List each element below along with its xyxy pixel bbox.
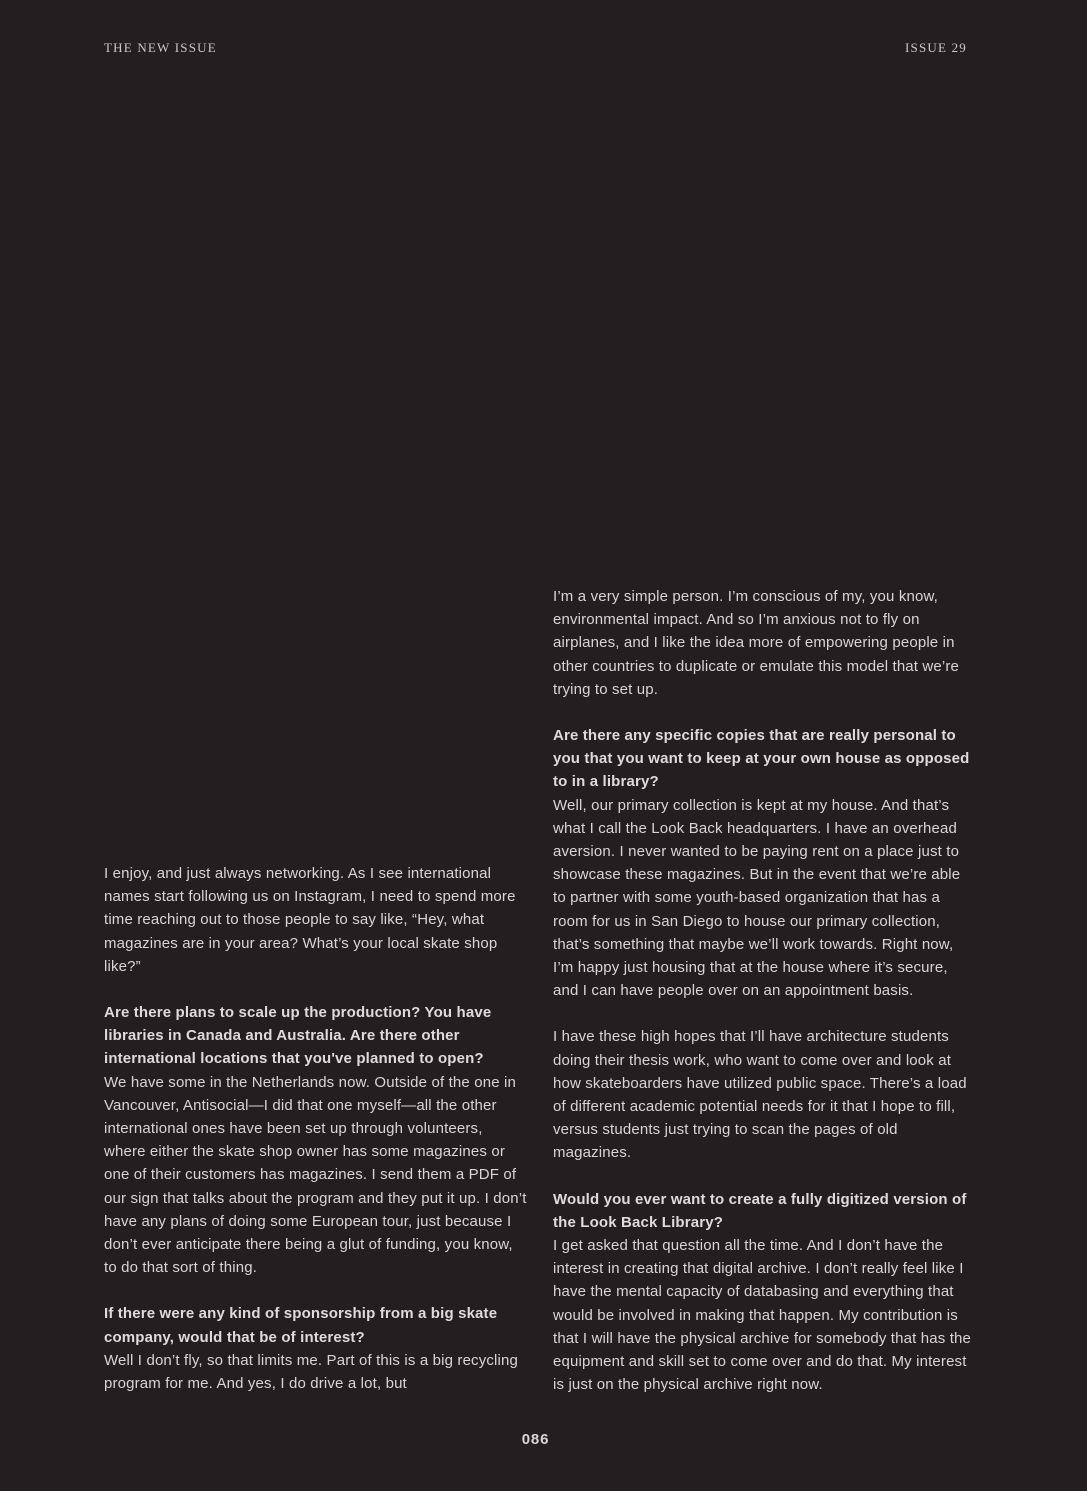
interview-answer: I get asked that question all the time. And I don’t have the interest in creating that digital archive. I don’t really feel like I have the mental capacity of databasing and everything that would be involved in making that happen. My contribution is that I will have the physical archive for somebody that has the equipment and skill set to come over and do that. My interest is just on the physical archive right now. — [553, 1237, 972, 1394]
interview-question: Are there plans to scale up the production? You have libraries in Canada and Australia. Are there other international locations that you've planned to open? — [104, 1004, 492, 1068]
interview-answer: We have some in the Netherlands now. Outside of the one in Vancouver, Antisocial—I did that one myself—all the other international ones have been set up through volunteers, where either the skate shop owner has some magazines or one of their customers has magazines. I send them a PDF of our sign that talks about the program and they put it up. I don’t have any plans of doing some European tour, just because I don’t ever anticipate there being a glut of funding, you know, to do that sort of thing. — [104, 1073, 527, 1277]
left-text-column — [104, 862, 528, 1418]
interview-question: If there were any kind of sponsorship from a big skate company, would that be of interest? — [104, 1305, 498, 1346]
interview-answer: I enjoy, and just always networking. As I see international names start following us on Instagram, I need to spend more time reaching out to those people to say like, “Hey, what magazines are in your area? What’s your local skate shop like?” — [104, 865, 516, 975]
interview-answer: Well I don’t fly, so that limits me. Part of this is a big recycling program for me. And yes, I do drive a lot, but — [104, 1351, 518, 1393]
interview-answer: Well, our primary collection is kept at my house. And that’s what I call the Look Back headquarters. I have an overhead aversion. I never wanted to be paying rent on a place just to showcase these magazines. But in the event that we’re able to partner with some youth-based organization that has a room for us in San Diego to house our primary collection, that’s something that maybe we’ll work towards. Right now, I’m happy just housing that at the house where it’s secure, and I can have people over on an appointment basis. — [553, 796, 961, 1000]
interview-question: Are there any specific copies that are really personal to you that you want to keep at your own house as opposed to in a library? — [553, 727, 970, 791]
interview-question: Would you ever want to create a fully digitized version of the Look Back Library? — [553, 1190, 967, 1231]
page-footer — [104, 1431, 967, 1449]
interview-answer: I’m a very simple person. I’m conscious of my, you know, environmental impact. And so I’m anxious not to fly on airplanes, and I like the idea more of empowering people in other countries to duplicate or emulate this model that we’re trying to set up. — [553, 588, 960, 698]
running-head — [104, 40, 967, 56]
issue-label: ISSUE 29 — [905, 40, 967, 55]
page-number: 086 — [521, 1431, 550, 1448]
publication-title: THE NEW ISSUE — [104, 40, 217, 55]
interview-answer: I have these high hopes that I’ll have architecture students doing their thesis work, who want to come over and look at how skateboarders have utilized public space. There’s a load of different academic potential needs for it that I hope to fill, versus students just trying to scan the pages of old magazines. — [553, 1028, 967, 1162]
right-text-column — [553, 585, 977, 1420]
